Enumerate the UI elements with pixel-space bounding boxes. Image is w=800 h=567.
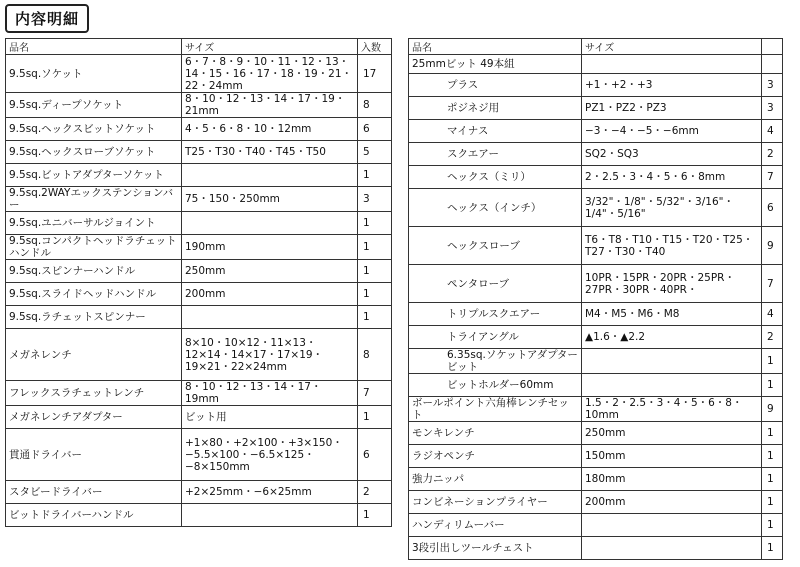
cell-qty: 8 [358, 93, 392, 118]
table-row [6, 406, 392, 429]
cell-qty: 9 [762, 397, 783, 422]
cell-qty: 17 [358, 55, 392, 93]
cell-name: 9.5sq.2WAYエックステンションバー [6, 187, 182, 212]
cell-qty: 4 [762, 120, 783, 143]
table-row [409, 265, 783, 303]
contents-table-right [408, 38, 783, 560]
table-row [6, 306, 392, 329]
cell-name: 25mmビット 49本組 [409, 55, 582, 74]
cell-qty: 1 [762, 445, 783, 468]
table-row [6, 235, 392, 260]
cell-name: 9.5sq.ヘックスビットソケット [6, 118, 182, 141]
cell-size [582, 349, 762, 374]
cell-qty: 6 [762, 189, 783, 227]
cell-size [182, 212, 358, 235]
contents-table-left [5, 38, 392, 527]
cell-qty: 1 [762, 468, 783, 491]
cell-size: 10PR・15PR・20PR・25PR・27PR・30PR・40PR・ [582, 265, 762, 303]
page-title: 内容明細 [5, 4, 89, 33]
cell-size: 200mm [182, 283, 358, 306]
cell-name: 9.5sq.ビットアダプターソケット [6, 164, 182, 187]
table-row [409, 491, 783, 514]
cell-name: メガネレンチ [6, 329, 182, 381]
table-row [409, 120, 783, 143]
cell-size: 4・5・6・8・10・12mm [182, 118, 358, 141]
cell-size: 8・10・12・13・14・17・19mm [182, 381, 358, 406]
cell-qty: 2 [762, 326, 783, 349]
cell-size: 200mm [582, 491, 762, 514]
cell-size: +2×25mm・−6×25mm [182, 481, 358, 504]
cell-name: ポジネジ用 [409, 97, 582, 120]
cell-size: M4・M5・M6・M8 [582, 303, 762, 326]
cell-size [582, 55, 762, 74]
table-row [6, 381, 392, 406]
cell-size: 150mm [582, 445, 762, 468]
cell-size: T6・T8・T10・T15・T20・T25・T27・T30・T40 [582, 227, 762, 265]
cell-qty: 7 [358, 381, 392, 406]
cell-size: T25・T30・T40・T45・T50 [182, 141, 358, 164]
cell-qty: 1 [762, 514, 783, 537]
cell-size: SQ2・SQ3 [582, 143, 762, 166]
table-row [409, 326, 783, 349]
cell-qty: 1 [358, 235, 392, 260]
table-header-row [6, 39, 392, 55]
cell-name: コンビネーションプライヤー [409, 491, 582, 514]
cell-qty: 6 [358, 118, 392, 141]
table-row [6, 141, 392, 164]
cell-size: −3・−4・−5・−6mm [582, 120, 762, 143]
cell-size: +1・+2・+3 [582, 74, 762, 97]
cell-size: 190mm [182, 235, 358, 260]
cell-size: 8×10・10×12・11×13・12×14・14×17・17×19・19×21・22×24mm [182, 329, 358, 381]
cell-size: 250mm [182, 260, 358, 283]
table-row [409, 166, 783, 189]
cell-qty: 1 [762, 537, 783, 560]
table-row [409, 374, 783, 397]
cell-name: 9.5sq.スライドヘッドハンドル [6, 283, 182, 306]
cell-name: 9.5sq.ユニバーサルジョイント [6, 212, 182, 235]
table-row [6, 260, 392, 283]
cell-qty: 3 [358, 187, 392, 212]
cell-qty: 1 [762, 422, 783, 445]
cell-qty [762, 55, 783, 74]
table-row [6, 283, 392, 306]
cell-name: ペンタローブ [409, 265, 582, 303]
cell-qty: 1 [358, 406, 392, 429]
cell-size: 180mm [582, 468, 762, 491]
cell-qty: 3 [762, 97, 783, 120]
cell-qty: 7 [762, 265, 783, 303]
cell-qty: 6 [358, 429, 392, 481]
cell-qty: 3 [762, 74, 783, 97]
table-row [409, 397, 783, 422]
table-row [6, 429, 392, 481]
cell-name: トライアングル [409, 326, 582, 349]
table-row [409, 189, 783, 227]
table-row [6, 212, 392, 235]
table-row [6, 329, 392, 381]
cell-size: 1.5・2・2.5・3・4・5・6・8・10mm [582, 397, 762, 422]
cell-qty: 5 [358, 141, 392, 164]
cell-name: トリプルスクエアー [409, 303, 582, 326]
table-row [6, 481, 392, 504]
table-header-row [409, 39, 783, 55]
cell-size: ビット用 [182, 406, 358, 429]
cell-qty: 1 [358, 212, 392, 235]
cell-qty: 1 [762, 491, 783, 514]
cell-size [182, 306, 358, 329]
cell-name: ヘックス（ミリ） [409, 166, 582, 189]
cell-name: ヘックスローブ [409, 227, 582, 265]
cell-name: 貫通ドライバー [6, 429, 182, 481]
table-row [409, 445, 783, 468]
cell-size: 75・150・250mm [182, 187, 358, 212]
cell-name: ビットドライバーハンドル [6, 504, 182, 527]
cell-qty: 8 [358, 329, 392, 381]
cell-size: 3/32"・1/8"・5/32"・3/16"・1/4"・5/16" [582, 189, 762, 227]
header-name: 品名 [6, 39, 182, 55]
cell-name: 9.5sq.ラチェットスピンナー [6, 306, 182, 329]
cell-size: 2・2.5・3・4・5・6・8mm [582, 166, 762, 189]
table-row [6, 187, 392, 212]
table-row [6, 504, 392, 527]
table-row [409, 349, 783, 374]
cell-qty: 1 [358, 164, 392, 187]
cell-name: スタビードライバー [6, 481, 182, 504]
table-row [409, 143, 783, 166]
cell-qty: 4 [762, 303, 783, 326]
table-row [409, 227, 783, 265]
cell-size: 8・10・12・13・14・17・19・21mm [182, 93, 358, 118]
cell-size [182, 164, 358, 187]
table-row [409, 303, 783, 326]
cell-name: ビットホルダー60mm [409, 374, 582, 397]
cell-size [182, 504, 358, 527]
cell-qty: 9 [762, 227, 783, 265]
cell-size: 6・7・8・9・10・11・12・13・14・15・16・17・18・19・21・22・24mm [182, 55, 358, 93]
cell-size [582, 374, 762, 397]
table-row [409, 468, 783, 491]
cell-name: スクエアー [409, 143, 582, 166]
header-size: サイズ [182, 39, 358, 55]
cell-name: ラジオペンチ [409, 445, 582, 468]
table-row [409, 514, 783, 537]
cell-size [582, 514, 762, 537]
cell-name: ボールポイント六角棒レンチセット [409, 397, 582, 422]
cell-name: 9.5sq.スピンナーハンドル [6, 260, 182, 283]
cell-name: 9.5sq.コンパクトヘッドラチェットハンドル [6, 235, 182, 260]
cell-size: ▲1.6・▲2.2 [582, 326, 762, 349]
table-row [6, 93, 392, 118]
header-qty: 入数 [358, 39, 392, 55]
table-row [409, 537, 783, 560]
header-qty [762, 39, 783, 55]
cell-qty: 1 [358, 283, 392, 306]
cell-size: PZ1・PZ2・PZ3 [582, 97, 762, 120]
cell-size: +1×80・+2×100・+3×150・−5.5×100・−6.5×125・−8×150mm [182, 429, 358, 481]
header-size: サイズ [582, 39, 762, 55]
cell-name: 強力ニッパ [409, 468, 582, 491]
table-row [409, 55, 783, 74]
cell-name: 3段引出しツールチェスト [409, 537, 582, 560]
cell-qty: 1 [358, 306, 392, 329]
cell-qty: 1 [358, 260, 392, 283]
cell-name: 9.5sq.ディープソケット [6, 93, 182, 118]
cell-qty: 2 [358, 481, 392, 504]
cell-qty: 7 [762, 166, 783, 189]
cell-name: マイナス [409, 120, 582, 143]
cell-name: メガネレンチアダプター [6, 406, 182, 429]
table-row [6, 118, 392, 141]
table-row [6, 164, 392, 187]
cell-qty: 1 [762, 374, 783, 397]
table-row [409, 422, 783, 445]
cell-name: 6.35sq.ソケットアダプタービット [409, 349, 582, 374]
table-row [6, 55, 392, 93]
header-name: 品名 [409, 39, 582, 55]
table-row [409, 74, 783, 97]
cell-name: 9.5sq.ヘックスローブソケット [6, 141, 182, 164]
table-row [409, 97, 783, 120]
cell-qty: 1 [358, 504, 392, 527]
cell-name: モンキレンチ [409, 422, 582, 445]
cell-name: ヘックス（インチ） [409, 189, 582, 227]
cell-size: 250mm [582, 422, 762, 445]
cell-size [582, 537, 762, 560]
cell-qty: 1 [762, 349, 783, 374]
cell-name: プラス [409, 74, 582, 97]
cell-name: 9.5sq.ソケット [6, 55, 182, 93]
cell-name: フレックスラチェットレンチ [6, 381, 182, 406]
cell-name: ハンディリムーバー [409, 514, 582, 537]
cell-qty: 2 [762, 143, 783, 166]
